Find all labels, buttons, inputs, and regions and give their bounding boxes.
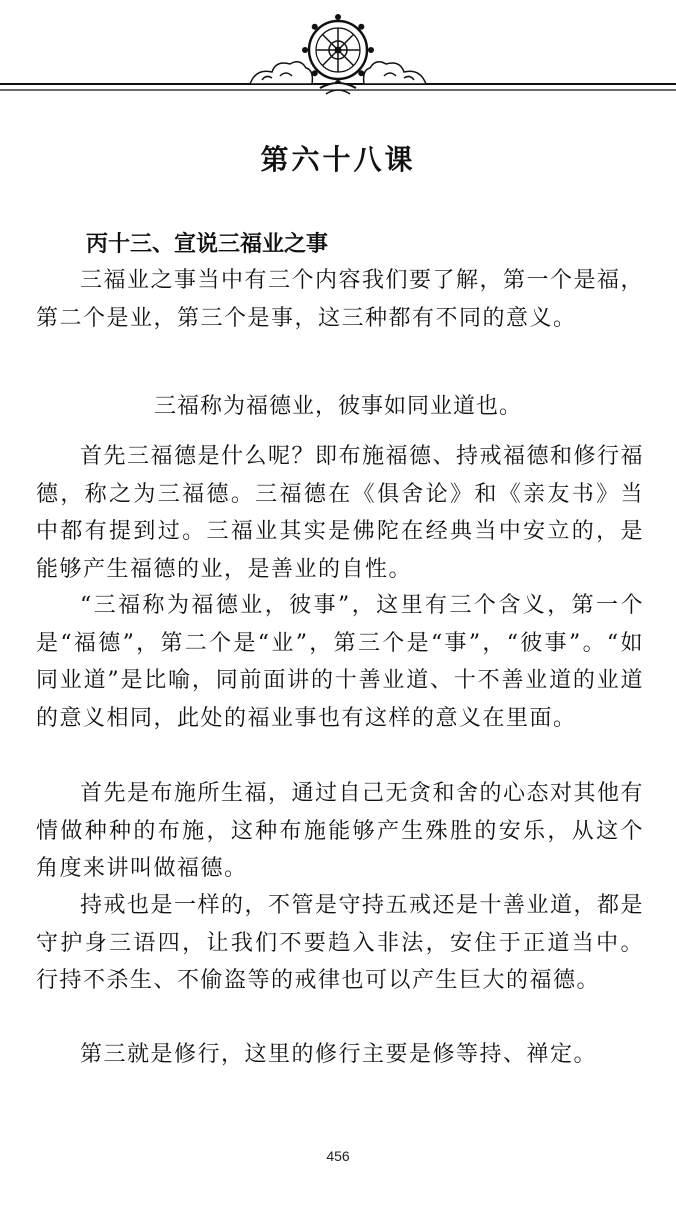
- paragraph-meditation: 第三就是修行，这里的修行主要是修等持、禅定。: [80, 1042, 598, 1067]
- paragraph-meanings: “三福称为福德业，彼事”，这里有三个含义，第一个是“福德”，第二个是“业”，第三个是“事”，“彼事”。“如同业道”是比喻，同前面讲的十善业道、十不善业道的业道的意义相同，此处的福业事也有这样的意义在里面。: [36, 593, 644, 731]
- paragraph-generosity: 首先是布施所生福，通过自己无贪和舍的心态对其他有情做种种的布施，这种布施能够产生殊胜的安乐，从这个角度来讲叫做福德。: [36, 781, 645, 881]
- cloud-left-icon: [250, 62, 312, 84]
- paragraph-discipline: 持戒也是一样的，不管是守持五戒还是十善业道，都是守护身三语四，让我们不要趋入非法，安住于正道当中。行持不杀生、不偷盗等的戒律也可以产生巨大的福德。: [36, 893, 645, 993]
- lesson-title: 第六十八课: [260, 143, 416, 176]
- page-number: 456: [326, 1148, 350, 1164]
- paragraph-intro: 三福业之事当中有三个内容我们要了解，第一个是福，第二个是业，第三个是事，这三种都有不同的意义。: [36, 268, 645, 331]
- section-heading: 丙十三、宣说三福业之事: [86, 232, 329, 257]
- verse-quote: 三福称为福德业，彼事如同业道也。: [153, 394, 522, 419]
- paragraph-three-merits: 首先三福德是什么呢？即布施福德、持戒福德和修行福德，称之为三福德。三福德在《俱舍论》和《亲友书》当中都有提到过。三福业其实是佛陀在经典当中安立的，是能够产生福德的业，是善业的自性。: [36, 444, 645, 582]
- cloud-right-icon: [364, 62, 426, 84]
- header-ornament: [0, 0, 676, 110]
